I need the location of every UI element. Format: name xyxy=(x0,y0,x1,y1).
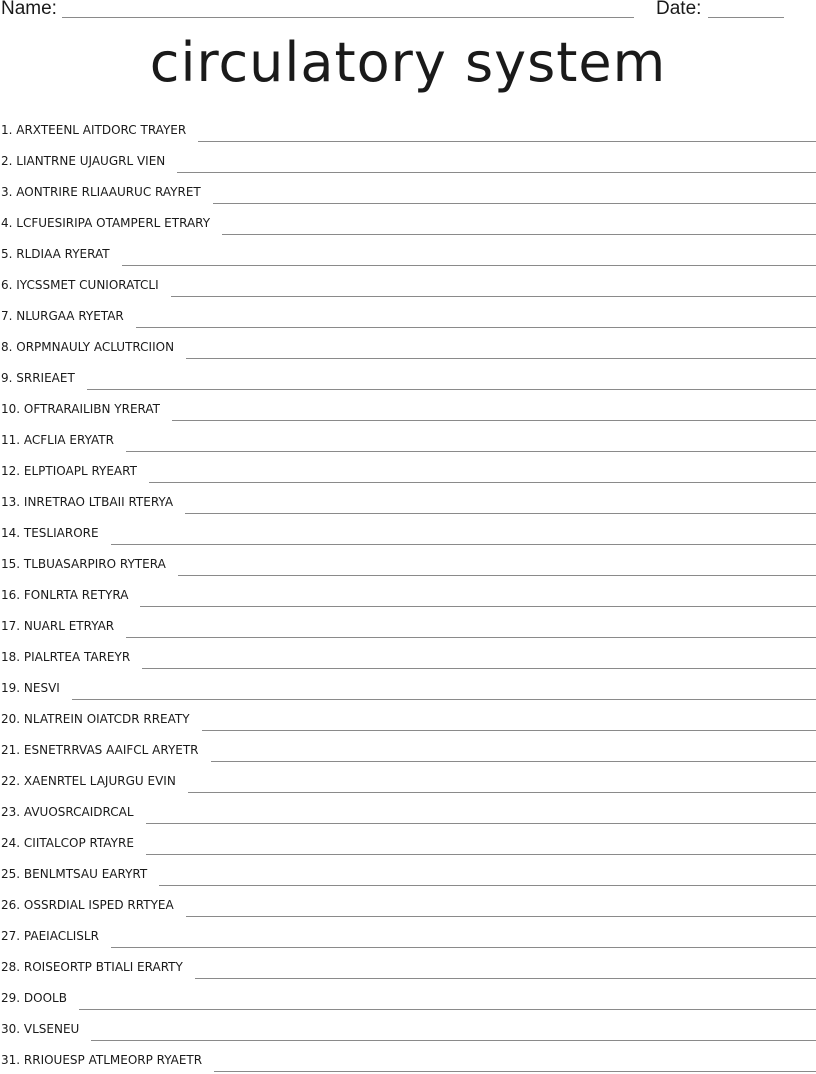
name-field-line xyxy=(62,17,634,18)
question-row xyxy=(0,1012,816,1043)
question-row xyxy=(0,671,816,702)
question-list xyxy=(0,113,816,1074)
answer-line xyxy=(146,822,816,824)
question-row xyxy=(0,609,816,640)
question-row xyxy=(0,640,816,671)
answer-line xyxy=(91,1039,816,1041)
question-text: 9. SRRIEAET xyxy=(1,371,75,385)
question-text: 12. ELPTIOAPL RYEART xyxy=(1,464,137,478)
answer-line xyxy=(178,574,816,576)
answer-line xyxy=(214,1070,816,1072)
question-row xyxy=(0,733,816,764)
question-text: 24. CIITALCOP RTAYRE xyxy=(1,836,134,850)
question-text: 8. ORPMNAULY ACLUTRCIION xyxy=(1,340,175,354)
answer-line xyxy=(149,481,816,483)
answer-line xyxy=(136,326,816,328)
answer-line xyxy=(111,946,816,948)
answer-line xyxy=(159,884,816,886)
question-row xyxy=(0,516,816,547)
question-text: 2. LIANTRNE UJAUGRL VIEN xyxy=(1,154,166,168)
question-row xyxy=(0,857,816,888)
answer-line xyxy=(198,140,816,142)
question-text: 10. OFTRARAILIBN YRERAT xyxy=(1,402,160,416)
question-text: 15. TLBUASARPIRO RYTERA xyxy=(1,557,166,571)
question-row xyxy=(0,175,816,206)
question-row xyxy=(0,981,816,1012)
answer-line xyxy=(172,419,816,421)
question-text: 14. TESLIARORE xyxy=(1,526,99,540)
question-row xyxy=(0,919,816,950)
question-text: 17. NUARL ETRYAR xyxy=(1,619,115,633)
question-row xyxy=(0,113,816,144)
answer-line xyxy=(202,729,816,731)
question-row xyxy=(0,454,816,485)
question-text: 7. NLURGAA RYETAR xyxy=(1,309,124,323)
question-row xyxy=(0,330,816,361)
answer-line xyxy=(171,295,816,297)
question-text: 28. ROISEORTP BTIALI ERARTY xyxy=(1,960,183,974)
answer-line xyxy=(186,357,816,359)
question-row xyxy=(0,485,816,516)
question-text: 4. LCFUESIRIPA OTAMPERL ETRARY xyxy=(1,216,211,230)
question-row xyxy=(0,423,816,454)
question-text: 3. AONTRIRE RLIAAURUC RAYRET xyxy=(1,185,201,199)
question-row xyxy=(0,206,816,237)
question-row xyxy=(0,144,816,175)
question-text: 22. XAENRTEL LAJURGU EVIN xyxy=(1,774,176,788)
question-text: 6. IYCSSMET CUNIORATCLI xyxy=(1,278,159,292)
question-row xyxy=(0,547,816,578)
question-text: 5. RLDIAA RYERAT xyxy=(1,247,110,261)
answer-line xyxy=(186,915,816,917)
question-row xyxy=(0,1043,816,1074)
answer-line xyxy=(188,791,816,793)
question-row xyxy=(0,764,816,795)
page-title: circulatory system xyxy=(149,31,667,94)
answer-line xyxy=(122,264,816,266)
question-text: 16. FONLRTA RETYRA xyxy=(1,588,129,602)
answer-line xyxy=(177,171,816,173)
date-label: Date: xyxy=(656,0,702,19)
question-text: 1. ARXTEENL AITDORC TRAYER xyxy=(1,123,187,137)
question-text: 29. DOOLB xyxy=(1,991,67,1005)
question-text: 31. RRIOUESP ATLMEORP RYAETR xyxy=(1,1053,203,1067)
question-text: 27. PAEIACLISLR xyxy=(1,929,99,943)
question-text: 21. ESNETRRVAS AAIFCL ARYETR xyxy=(1,743,199,757)
answer-line xyxy=(72,698,816,700)
question-text: 23. AVUOSRCAIDRCAL xyxy=(1,805,134,819)
question-text: 20. NLATREIN OIATCDR RREATY xyxy=(1,712,190,726)
question-row xyxy=(0,888,816,919)
answer-line xyxy=(213,202,816,204)
question-text: 13. INRETRAO LTBAII RTERYA xyxy=(1,495,174,509)
question-row xyxy=(0,950,816,981)
answer-line xyxy=(87,388,816,390)
answer-line xyxy=(126,636,816,638)
question-row xyxy=(0,361,816,392)
answer-line xyxy=(146,853,816,855)
question-text: 30. VLSENEU xyxy=(1,1022,80,1036)
answer-line xyxy=(222,233,816,235)
question-text: 18. PIALRTEA TAREYR xyxy=(1,650,131,664)
question-row xyxy=(0,299,816,330)
answer-line xyxy=(111,543,816,545)
question-text: 11. ACFLIA ERYATR xyxy=(1,433,114,447)
name-label: Name: xyxy=(1,0,57,19)
question-row xyxy=(0,392,816,423)
question-row xyxy=(0,578,816,609)
header-row xyxy=(0,0,816,22)
answer-line xyxy=(185,512,816,514)
answer-line xyxy=(211,760,816,762)
question-text: 19. NESVI xyxy=(1,681,60,695)
question-row xyxy=(0,826,816,857)
answer-line xyxy=(195,977,816,979)
question-row xyxy=(0,237,816,268)
date-field-line xyxy=(708,17,784,18)
answer-line xyxy=(142,667,816,669)
answer-line xyxy=(126,450,816,452)
question-row xyxy=(0,702,816,733)
answer-line xyxy=(79,1008,816,1010)
question-row xyxy=(0,268,816,299)
question-text: 26. OSSRDIAL ISPED RRTYEA xyxy=(1,898,174,912)
answer-line xyxy=(140,605,816,607)
question-text: 25. BENLMTSAU EARYRT xyxy=(1,867,148,881)
question-row xyxy=(0,795,816,826)
